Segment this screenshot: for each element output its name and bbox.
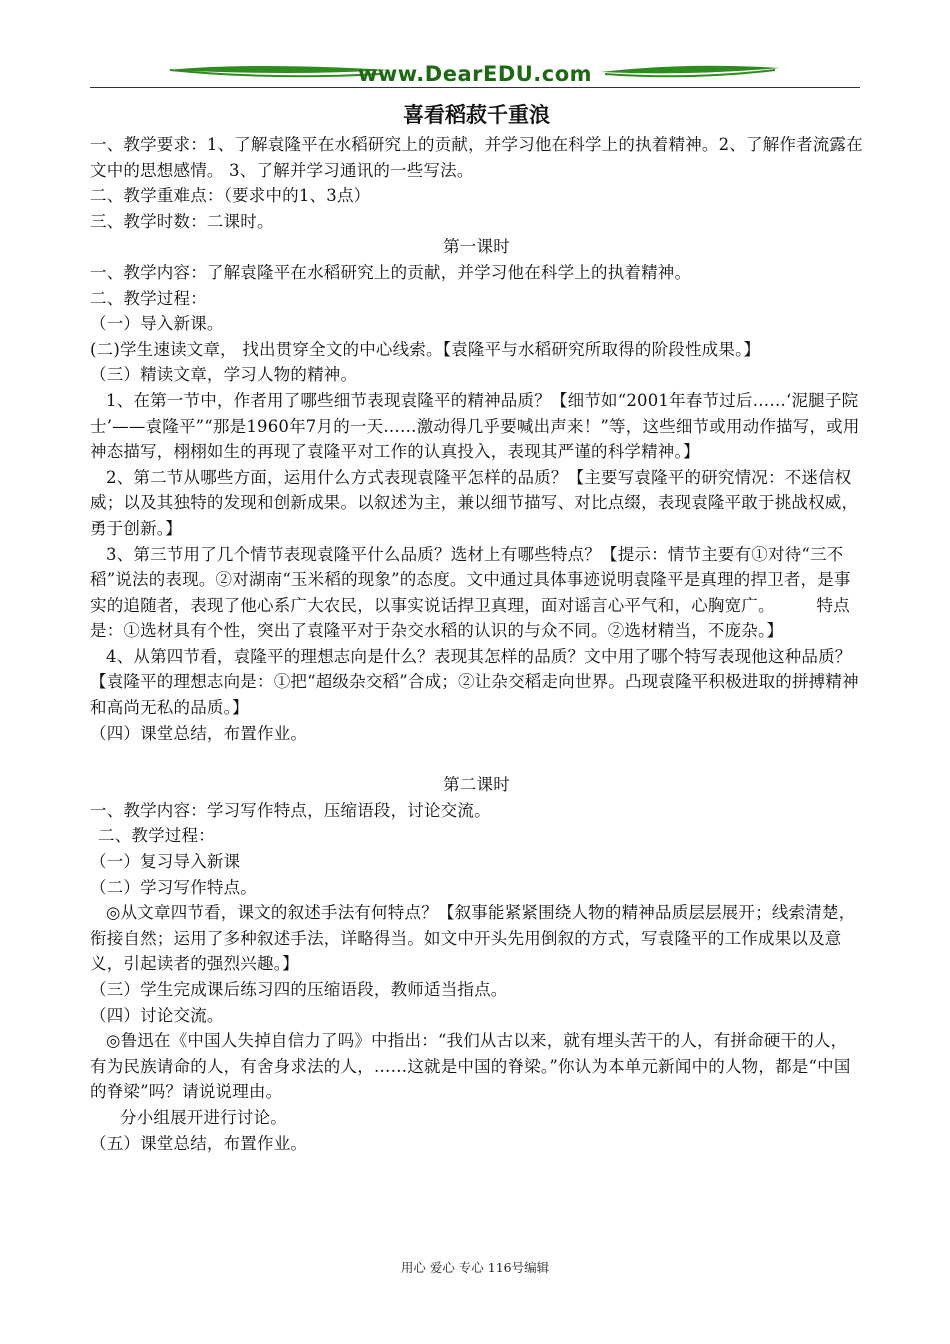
lesson-two-content: 一、教学内容：学习写作特点，压缩语段，讨论交流。 xyxy=(90,800,491,820)
group-discussion: 分小组展开进行讨论。 xyxy=(120,1107,287,1127)
discussion-question: ◎鲁迅在《中国人失掉自信力了吗》中指出：“我们从古以来，就有埋头苦干的人，有拼命硬干的人，有为民族请命的人，有舍身求法的人，……这就是中国的脊梁。”你认为本单元新闻中的人物，都是“中国的脊梁”吗？请说说理由。 xyxy=(90,1031,851,1102)
document-body xyxy=(90,98,863,1156)
key-points: 二、教学重难点：（要求中的1、3点） xyxy=(90,186,371,206)
section-spacer xyxy=(90,746,863,772)
step-compress-paragraph: （三）学生完成课后练习四的压缩语段，教师适当指点。 xyxy=(90,980,508,999)
teaching-requirements: 一、教学要求：1、了解袁隆平在水稻研究上的贡献，并学习他在科学上的执着精神。2、了解作者流露在文中的思想感情。 3、了解并学习通讯的一些写法。 xyxy=(90,135,863,180)
step-summary-1: （四）课堂总结，布置作业。 xyxy=(90,723,308,743)
writing-features-question: ◎从文章四节看，课文的叙述手法有何特点？【叙事能紧紧围绕人物的精神品质层层展开；线索清楚，衔接自然；运用了多种叙述手法，详略得当。如文中开头先用倒叙的方式，写袁隆平的工作成果以及意义，引起读者的强烈兴趣。】 xyxy=(90,903,856,974)
step-skim-reading: (二)学生速读文章， 找出贯穿全文的中心线索。【袁隆平与水稻研究所取得的阶段性成果。】 xyxy=(90,339,761,359)
step-close-reading: （三）精读文章，学习人物的精神。 xyxy=(90,365,358,385)
step-summary-2: （五）课堂总结，布置作业。 xyxy=(90,1133,308,1153)
lesson-one-heading: 第一课时 xyxy=(443,237,510,257)
lesson-two-heading: 第二课时 xyxy=(443,775,510,795)
header-divider xyxy=(90,87,860,88)
question-1: 1、在第一节中，作者用了哪些细节表现袁隆平的精神品质？【细节如“2001年春节过后……‘泥腿子院士’——袁隆平”“那是1960年7月的一天……激动得几乎要喊出声来！”等，这些细节或用动作描写，或用神态描写，栩栩如生的再现了袁隆平对工作的认真投入，表现其严谨的科学精神。】 xyxy=(90,390,860,462)
lesson-one-process-heading: 二、教学过程： xyxy=(90,288,207,308)
document-title: 喜看稻菽千重浪 xyxy=(403,102,550,127)
page-footer: 用心 爱心 专心 116号编辑 xyxy=(400,1260,550,1275)
site-url-logo: www.DearEDU.com xyxy=(357,62,593,86)
lesson-two-process-heading: 二、教学过程： xyxy=(98,826,215,846)
question-2: 2、第二节从哪些方面，运用什么方式表现袁隆平怎样的品质？【主要写袁隆平的研究情况：不迷信权威；以及其独特的发现和创新成果。以叙述为主，兼以细节描写、对比点缀，表现袁隆平敢于挑战权威，勇于创新。】 xyxy=(90,467,859,538)
step-writing-features: （二）学习写作特点。 xyxy=(90,877,257,897)
step-review: （一）复习导入新课 xyxy=(90,852,241,872)
question-3: 3、第三节用了几个情节表现袁隆平什么品质？选材上有哪些特点？【提示：情节主要有①对待“三不稻”说法的表现。②对湖南“玉米稻的现象”的态度。文中通过具体事迹说明袁隆平是真理的捍卫者，是事实的追随者，表现了他心系广大农民，以事实说话捍卫真理，面对谣言心平气和，心胸宽广。 特点是：①选材具有个性，突出了袁隆平对于杂交水稻的认识的与众不同。②选材精当，不庞杂。】 xyxy=(90,544,851,641)
class-hours: 三、教学时数：二课时。 xyxy=(90,211,274,231)
question-4: 4、从第四节看，袁隆平的理想志向是什么？表现其怎样的品质？文中用了哪个特写表现他这种品质？【袁隆平的理想志向是：①把“超级杂交稻”合成；②让杂交稻走向世界。凸现袁隆平积极进取的拼搏精神和高尚无私的品质。】 xyxy=(90,646,859,718)
step-introduce: （一）导入新课。 xyxy=(90,314,224,334)
lesson-one-content: 一、教学内容：了解袁隆平在水稻研究上的贡献，并学习他在科学上的执着精神。 xyxy=(90,262,692,282)
step-discussion: （四）讨论交流。 xyxy=(90,1005,224,1025)
